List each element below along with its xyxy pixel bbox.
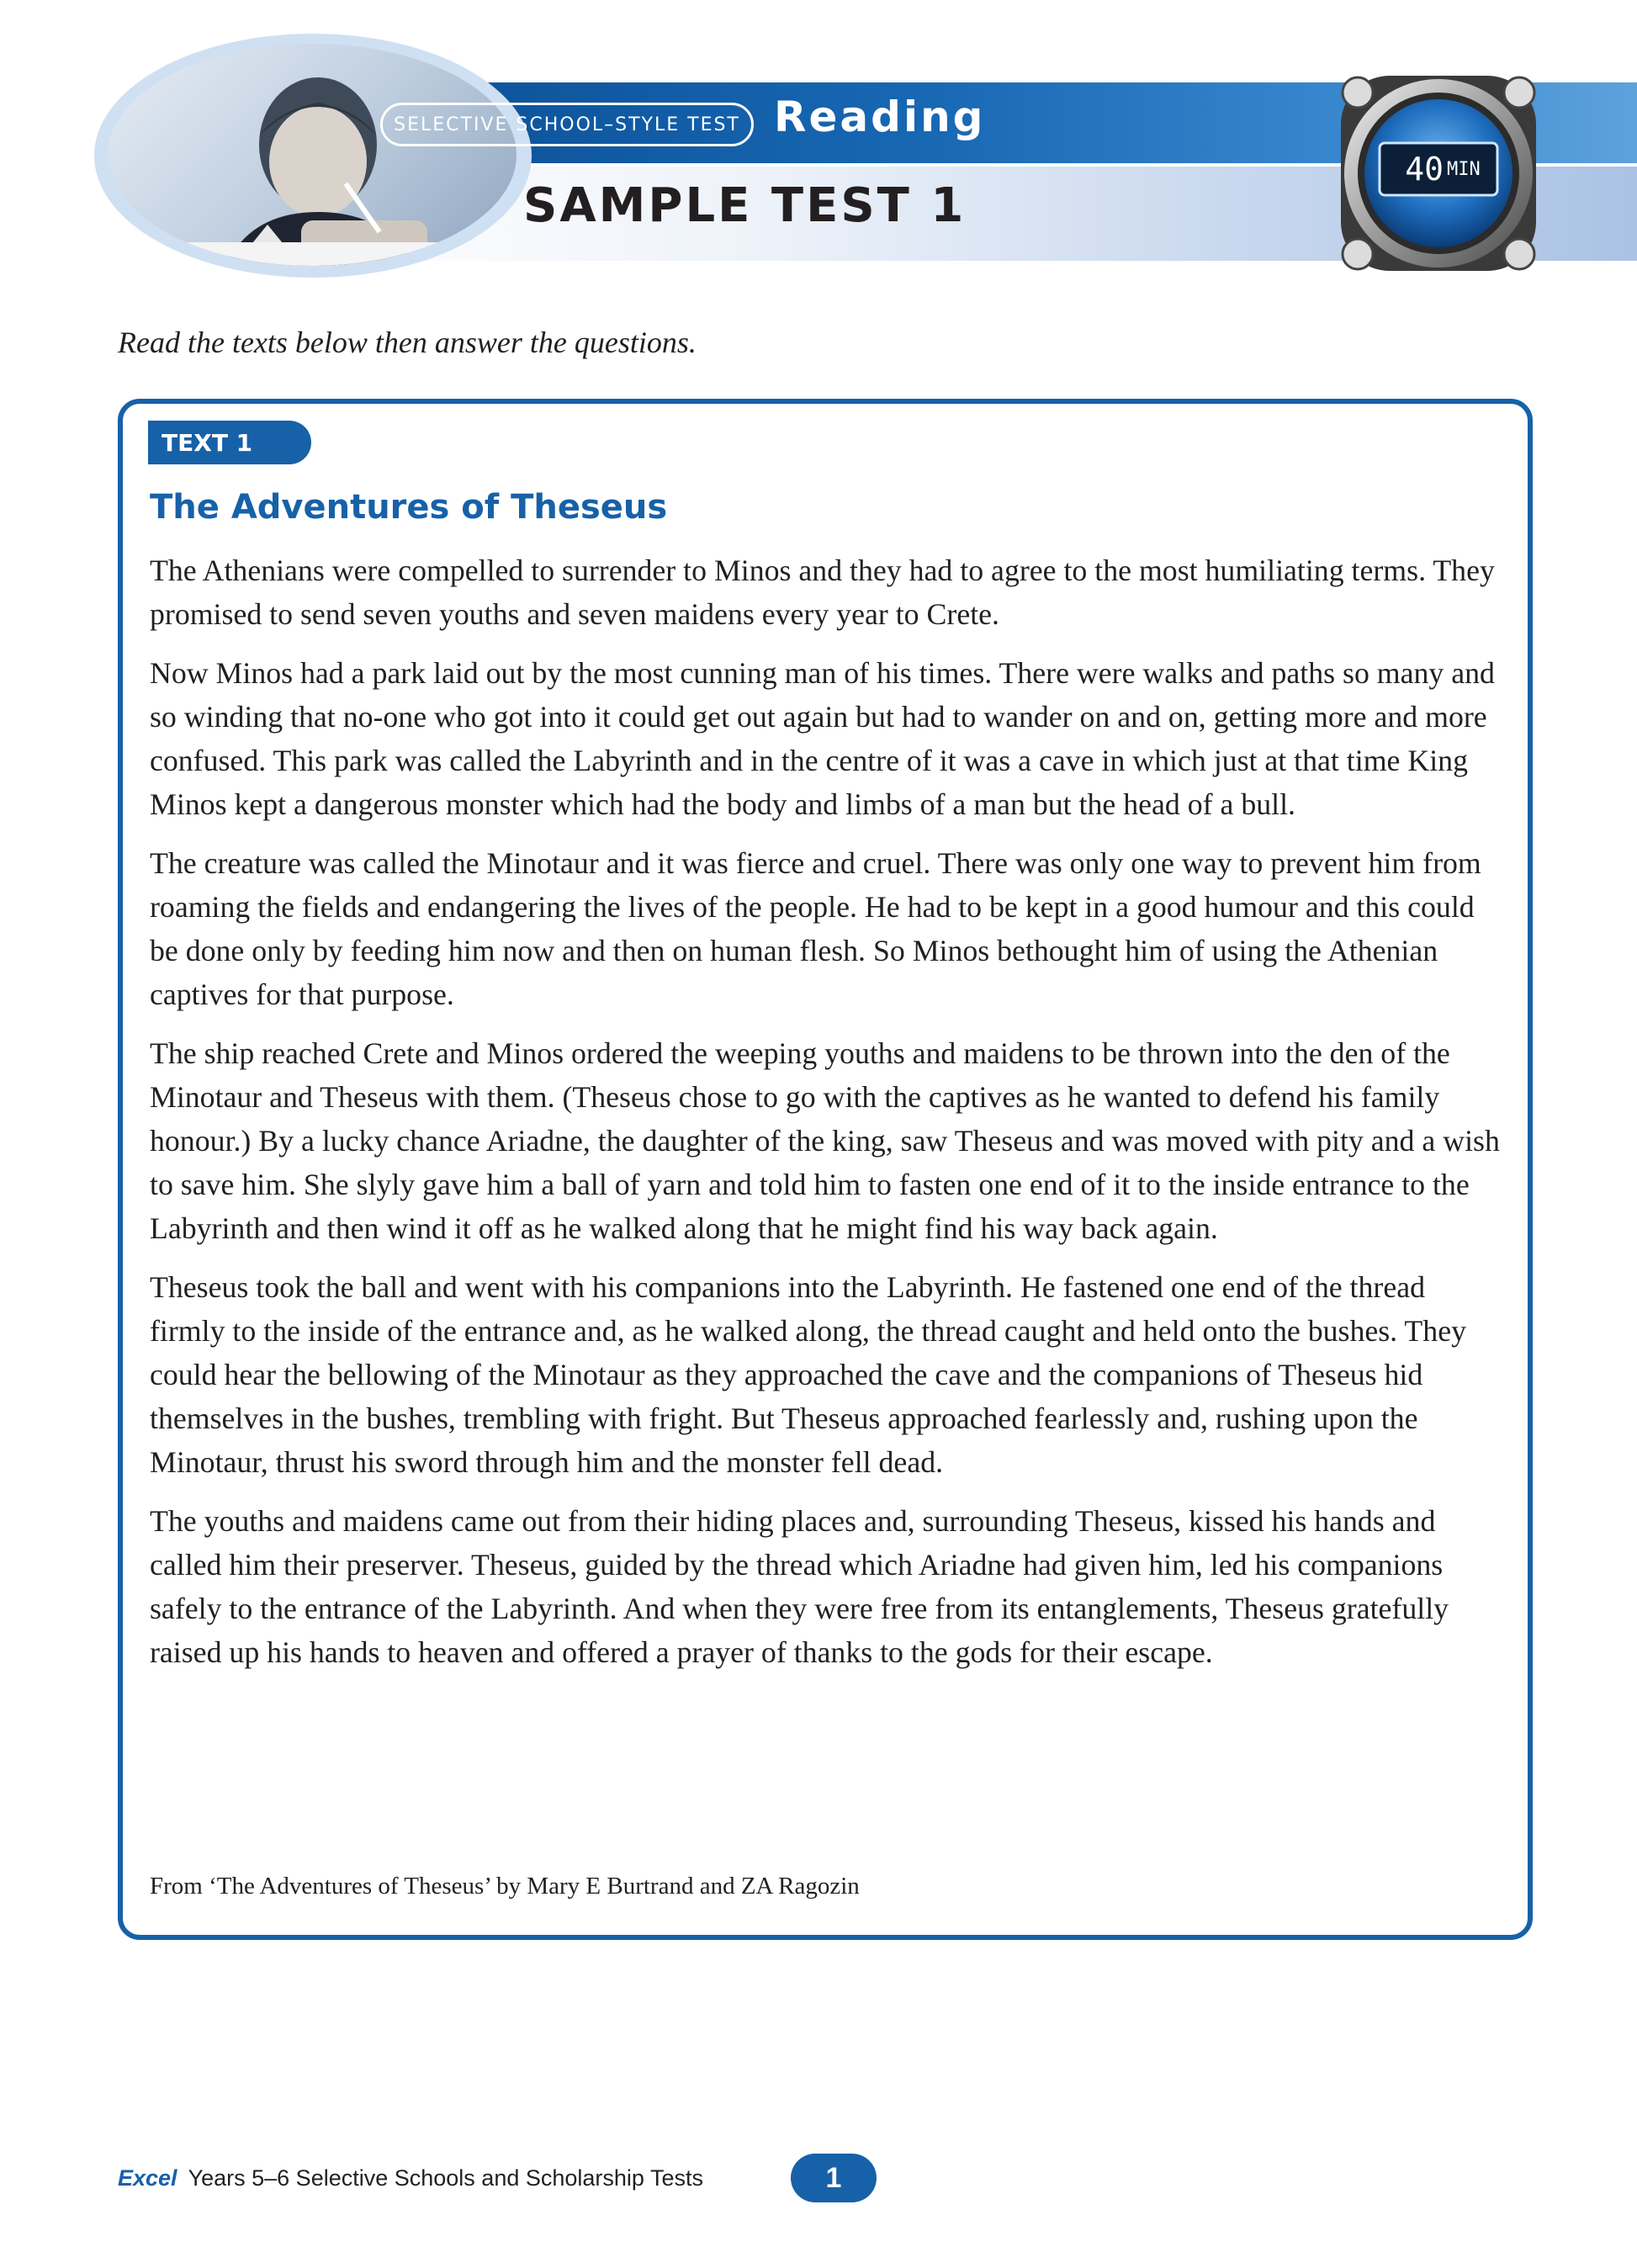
story-paragraph: Now Minos had a park laid out by the most cunning man of his times. There were walks and paths so many and so winding that no-one who got into it could get out again but had to wander on and on, getting more and more confused. This park was called the Labyrinth and in the centre of it was a cave in which just at that time King Minos kept a dangerous monster which had the body and limbs of a man but the head of a bull. [150,656,1495,821]
story-paragraph: The ship reached Crete and Minos ordered the weeping youths and maidens to be thrown into the den of the Minotaur and Theseus with them. (Theseus chose to go with the captives as he wanted to defend his family honour.) By a lucky chance Ariadne, the daughter of the king, saw Theseus and was moved with pity and a wish to save him. She slyly gave him a ball of yarn and told him to fasten one end of it to the inside entrance to the Labyrinth and then wind it off as he walked along that he might find his way back again. [150,1036,1500,1245]
story-body [150,548,1507,1689]
story-paragraph: Theseus took the ball and went with his companions into the Labyrinth. He fastened one end of the thread firmly to the inside of the entrance and, as he walked along, the thread caught and held onto the bushes. They could hear the bellowing of the Minotaur as they approached the cave and the companions of Theseus hid themselves in the bushes, trembling with fright. But Theseus approached fearlessly and, rushing upon the Minotaur, thrust his sword through him and the monster fell dead. [150,1270,1466,1479]
test-type-label: SELECTIVE SCHOOL–STYLE TEST [394,114,740,135]
story-paragraph: The creature was called the Minotaur and it was fierce and cruel. There was only one way to prevent him from roaming the fields and endangering the lives of the people. He had to be kept in a good humour and this could be done only by feeding him now and then on human flesh. So Minos bethought him of using the Athenian captives for that purpose. [150,846,1481,1011]
footer-title [118,2165,703,2191]
page-header [0,0,1637,303]
timer-readout [1380,143,1506,195]
timer-unit: MIN [1447,158,1481,180]
timer-value: 40 [1405,151,1444,188]
page-number: 1 [791,2154,877,2202]
footer-brand: Excel [118,2165,177,2191]
student-photo [108,44,517,266]
page-title: SAMPLE TEST 1 [523,178,967,233]
text-tag: TEXT 1 [148,421,311,464]
story-title: The Adventures of Theseus [150,488,668,527]
story-paragraph: The youths and maidens came out from their hiding places and, surrounding Theseus, kissed his hands and called him their preserver. Theseus, guided by the thread which Ariadne had given him, led his companions safely to the entrance of the Labyrinth. And when they were free from its entanglements, Theseus gratefully raised up his hands to heaven and offered a prayer of thanks to the gods for their escape. [150,1504,1449,1669]
source-citation: From ‘The Adventures of Theseus’ by Mary E Burtrand and ZA Ragozin [150,1873,860,1900]
test-type-badge [380,103,754,146]
instructions: Read the texts below then answer the questions. [118,326,697,359]
footer-book-title: Years 5–6 Selective Schools and Scholarship Tests [188,2165,703,2191]
story-paragraph: The Athenians were compelled to surrender to Minos and they had to agree to the most humiliating terms. They promised to send seven youths and seven maidens every year to Crete. [150,554,1495,631]
subject-label: Reading [774,93,986,141]
